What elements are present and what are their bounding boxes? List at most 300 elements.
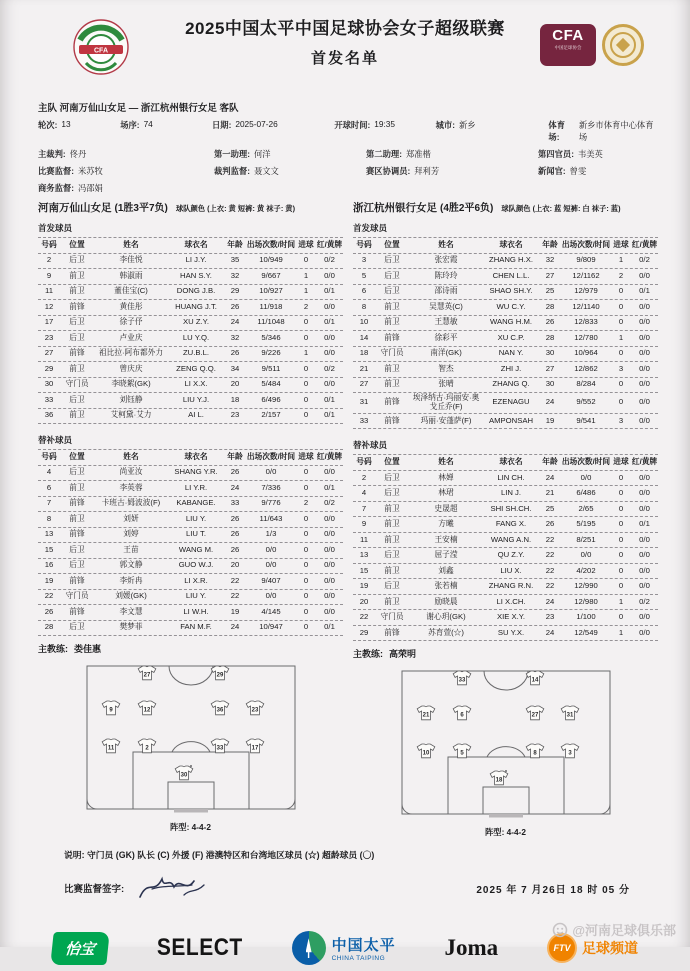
cell: LI X.CH. bbox=[496, 596, 526, 606]
cell: ZHANG H.X. bbox=[489, 255, 533, 265]
cell: 6 bbox=[361, 286, 367, 296]
cell: 黄佳彤 bbox=[119, 301, 143, 311]
cell: 25 bbox=[545, 286, 555, 296]
cell: 王慧敏 bbox=[434, 317, 458, 327]
cell: 前锋 bbox=[384, 397, 400, 407]
column-header: 姓名 bbox=[438, 239, 454, 249]
cell: ZU.B.L. bbox=[182, 348, 210, 358]
column-header: 姓名 bbox=[123, 451, 139, 461]
player-shirt-icon bbox=[138, 666, 156, 680]
player-shirt-icon bbox=[102, 739, 120, 753]
column-header: 红/黄牌 bbox=[316, 239, 343, 249]
cell: 前卫 bbox=[69, 286, 85, 296]
cell: 10/927 bbox=[259, 286, 283, 296]
cell: 前卫 bbox=[69, 513, 85, 523]
away-starters-label: 首发球员 bbox=[353, 223, 388, 233]
cell: 守门员 bbox=[65, 591, 89, 601]
cell: 刘婷 bbox=[123, 529, 139, 539]
cell: 0 bbox=[618, 565, 624, 575]
player-row bbox=[38, 559, 343, 575]
cell: 刘妍 bbox=[123, 513, 139, 523]
svg-text:6: 6 bbox=[459, 712, 464, 719]
info-pair: 第一助理: 何洋 bbox=[214, 149, 271, 159]
cell: 0 bbox=[303, 606, 309, 616]
cell: 0 bbox=[618, 581, 624, 591]
cell: 24 bbox=[545, 397, 555, 407]
player-shirt-icon bbox=[138, 701, 156, 715]
cell: QU Z.Y. bbox=[497, 550, 525, 560]
cell: 9/552 bbox=[576, 397, 596, 407]
cell: 0 bbox=[618, 503, 624, 513]
cell: 0/1 bbox=[324, 286, 335, 296]
info-pair: 日期: 2025-07-26 bbox=[211, 119, 278, 130]
column-header: 年龄 bbox=[227, 239, 243, 249]
cell: 24 bbox=[230, 482, 240, 492]
svg-text:27: 27 bbox=[143, 672, 150, 679]
cell: 27 bbox=[44, 348, 54, 358]
cell: 1 bbox=[618, 596, 624, 606]
cell: 0/0 bbox=[324, 379, 335, 389]
svg-text:2: 2 bbox=[144, 745, 149, 752]
player-shirt-icon bbox=[417, 706, 435, 720]
cell: 前锋 bbox=[69, 575, 85, 585]
cell: 前卫 bbox=[69, 410, 85, 420]
cell: 0/1 bbox=[324, 622, 335, 632]
cell: 22 bbox=[545, 581, 555, 591]
cell: 徐彩平 bbox=[434, 332, 458, 342]
player-shirt-icon bbox=[211, 739, 229, 753]
home-formation-label: 阵型: 4-4-2 bbox=[169, 822, 212, 832]
cell: 0/0 bbox=[324, 560, 335, 570]
cell: 11 bbox=[45, 286, 53, 296]
column-header: 年龄 bbox=[227, 451, 243, 461]
player-row bbox=[38, 543, 343, 559]
cell: 谢心玥(GK) bbox=[426, 612, 466, 622]
cell: 13 bbox=[359, 550, 369, 560]
player-row bbox=[353, 502, 658, 518]
cell: 励晓晨 bbox=[434, 596, 458, 606]
cell: 徐子伃 bbox=[119, 317, 143, 327]
cell: 后卫 bbox=[69, 394, 85, 404]
cell: 12/549 bbox=[574, 627, 598, 637]
cell: 17 bbox=[44, 317, 54, 327]
club-crest-icon bbox=[72, 18, 130, 76]
cell: SU Y.X. bbox=[497, 627, 525, 637]
info-pair: 第四官员: 韦美英 bbox=[538, 149, 603, 159]
player-row bbox=[353, 362, 658, 378]
cell: 5 bbox=[361, 270, 367, 280]
player-row bbox=[353, 254, 658, 270]
home-starters-label: 首发球员 bbox=[38, 223, 73, 233]
cell: 0/0 bbox=[639, 581, 650, 591]
cell: 董佳宝(C) bbox=[114, 286, 148, 296]
cell: 前卫 bbox=[384, 301, 400, 311]
cell: 史晟超 bbox=[434, 503, 458, 513]
cell: LIU T. bbox=[186, 529, 206, 539]
cell: ZHI J. bbox=[500, 363, 522, 373]
home-team-column bbox=[38, 199, 343, 838]
cell: LIU Y. bbox=[185, 513, 207, 523]
cell: 0/0 bbox=[639, 565, 650, 575]
cell: 0/1 bbox=[639, 519, 650, 529]
away-team-kit: 球队颜色 (上衣: 蓝 短裤: 白 袜子: 蓝) bbox=[501, 204, 621, 213]
cell: 22 bbox=[545, 534, 555, 544]
cell: 1/3 bbox=[265, 529, 277, 539]
cell: 22 bbox=[44, 591, 54, 601]
cell: 前卫 bbox=[384, 565, 400, 575]
cell: 祖比拉·阿布都外力 bbox=[98, 348, 164, 358]
column-header: 进球 bbox=[613, 239, 629, 249]
cell: 35 bbox=[230, 255, 240, 265]
cell: GUO W.J. bbox=[178, 560, 214, 570]
player-row bbox=[353, 533, 658, 549]
cell: 26 bbox=[230, 301, 240, 311]
info-pair: 第二助理: 郑准楷 bbox=[366, 149, 431, 159]
cell: 0 bbox=[303, 332, 309, 342]
cell: 11/1048 bbox=[257, 317, 285, 327]
player-row bbox=[38, 347, 343, 363]
cell: 0 bbox=[303, 255, 309, 265]
cell: 0/2 bbox=[324, 363, 335, 373]
player-row bbox=[38, 393, 343, 409]
header bbox=[0, 0, 690, 100]
cell: 0/0 bbox=[639, 348, 650, 358]
column-header: 位置 bbox=[384, 457, 400, 467]
cell: 0/0 bbox=[324, 513, 335, 523]
cell: 0/0 bbox=[639, 503, 650, 513]
cell: 0 bbox=[618, 286, 624, 296]
column-header: 红/黄牌 bbox=[631, 457, 658, 467]
cell: 前卫 bbox=[384, 317, 400, 327]
cell: 后卫 bbox=[69, 622, 85, 632]
away-team-record: (4胜2平6负) bbox=[440, 203, 494, 214]
cell: 26 bbox=[230, 513, 240, 523]
cell: 0/0 bbox=[324, 529, 335, 539]
cell: 22 bbox=[230, 591, 240, 601]
player-shirt-icon bbox=[526, 744, 544, 758]
cell: 32 bbox=[230, 270, 240, 280]
cell: 26 bbox=[230, 348, 240, 358]
cell: 19 bbox=[545, 415, 555, 425]
svg-text:17: 17 bbox=[251, 745, 258, 752]
cell: LIN J. bbox=[500, 488, 522, 498]
cell: 20 bbox=[359, 596, 369, 606]
cell: 0/2 bbox=[324, 498, 335, 508]
cell: 1 bbox=[303, 286, 309, 296]
player-shirt-icon bbox=[561, 744, 579, 758]
cell: 后卫 bbox=[69, 467, 85, 477]
svg-text:33: 33 bbox=[458, 677, 465, 684]
info-pair: 场序: 74 bbox=[120, 119, 153, 130]
cell: 0 bbox=[303, 591, 309, 601]
signature-row bbox=[64, 873, 630, 903]
cell: 6/486 bbox=[576, 488, 596, 498]
cell: 张若楠 bbox=[434, 581, 458, 591]
cell: 31 bbox=[359, 397, 369, 407]
cell: 9/407 bbox=[261, 575, 281, 585]
cell: 33 bbox=[44, 394, 54, 404]
cell: LI Y.R. bbox=[184, 482, 208, 492]
cell: 0/0 bbox=[639, 534, 650, 544]
cell: 0/0 bbox=[324, 544, 335, 554]
select-logo: SELECT bbox=[156, 934, 243, 961]
cell: 22 bbox=[545, 565, 555, 575]
cell: 7/336 bbox=[261, 482, 281, 492]
cell: 0 bbox=[303, 379, 309, 389]
cell: 0/0 bbox=[639, 270, 650, 280]
cell: 4/202 bbox=[576, 565, 596, 575]
cell: 0/0 bbox=[639, 415, 650, 425]
cell: 0/0 bbox=[265, 544, 277, 554]
cell: 0/0 bbox=[639, 488, 650, 498]
cell: 1 bbox=[618, 255, 624, 265]
player-row bbox=[353, 393, 658, 414]
cell: 0/0 bbox=[324, 591, 335, 601]
info-pair: 裁判监督: 聂文文 bbox=[214, 166, 279, 176]
player-row bbox=[38, 409, 343, 425]
cell: 12/780 bbox=[574, 332, 598, 342]
cell: 9/541 bbox=[576, 415, 596, 425]
cell: 19 bbox=[359, 581, 369, 591]
player-row bbox=[353, 548, 658, 564]
cell: 0/0 bbox=[639, 472, 650, 482]
cell: 26 bbox=[230, 467, 240, 477]
cell: 前卫 bbox=[69, 482, 85, 492]
cell: 前卫 bbox=[69, 270, 85, 280]
cell: 0 bbox=[618, 519, 624, 529]
cell: ZHANG R.N. bbox=[488, 581, 534, 591]
page-title: 2025中国太平中国足球协会女子超级联赛 bbox=[185, 19, 505, 38]
column-header: 位置 bbox=[384, 239, 400, 249]
column-header: 红/黄牌 bbox=[631, 239, 658, 249]
cell: 10/947 bbox=[259, 622, 283, 632]
cell: 4 bbox=[46, 467, 52, 477]
cell: 后卫 bbox=[69, 255, 85, 265]
svg-text:30: 30 bbox=[180, 772, 187, 779]
cell: 2 bbox=[618, 270, 624, 280]
home-team-name: 河南万仙山女足 bbox=[38, 202, 112, 214]
cell: 28 bbox=[545, 301, 555, 311]
yibao-logo: 怡宝 bbox=[50, 932, 109, 965]
cell: 后卫 bbox=[384, 488, 400, 498]
match-info bbox=[38, 100, 658, 194]
cfa-logo-icon: CFA 中国足球协会 bbox=[540, 24, 596, 66]
cell: 33 bbox=[230, 498, 240, 508]
cell: 2 bbox=[46, 255, 52, 265]
cell: 0/0 bbox=[639, 612, 650, 622]
column-header: 号码 bbox=[356, 239, 372, 249]
player-row bbox=[38, 605, 343, 621]
player-shirt-icon bbox=[526, 671, 544, 685]
cell: 24 bbox=[545, 596, 555, 606]
player-row bbox=[38, 497, 343, 513]
cell: 0 bbox=[303, 317, 309, 327]
cell: 2 bbox=[303, 498, 309, 508]
cell: 0/1 bbox=[324, 482, 335, 492]
cell: 张晴 bbox=[438, 379, 454, 389]
cell: 守门员 bbox=[380, 612, 404, 622]
cell: 1 bbox=[303, 270, 309, 280]
cell: 26 bbox=[545, 317, 555, 327]
info-pair: 开球时间: 19:35 bbox=[334, 119, 396, 130]
officials-row-2 bbox=[38, 165, 658, 177]
svg-text:14: 14 bbox=[531, 677, 538, 684]
cell: 2 bbox=[361, 472, 367, 482]
cell: WANG H.M. bbox=[490, 317, 532, 327]
cell: 陈玲玲 bbox=[434, 270, 458, 280]
cell: 34 bbox=[230, 363, 240, 373]
cell: 19 bbox=[230, 606, 240, 616]
cell: WANG M. bbox=[178, 544, 214, 554]
signature-label: 比赛监督签字: bbox=[64, 884, 125, 896]
cell: 26 bbox=[545, 519, 555, 529]
cell: 王安楠 bbox=[434, 534, 458, 544]
svg-text:10: 10 bbox=[422, 750, 429, 757]
cell: 6 bbox=[46, 482, 52, 492]
home-team-record: (1胜3平7负) bbox=[114, 203, 168, 214]
cell: 12/990 bbox=[574, 581, 598, 591]
cell: 5/346 bbox=[261, 332, 281, 342]
cell: 刘鑫 bbox=[438, 565, 454, 575]
cell: LIU X. bbox=[500, 565, 522, 575]
player-row bbox=[38, 378, 343, 394]
weibo-emoji-icon bbox=[552, 922, 568, 938]
cell: 李佳悦 bbox=[119, 255, 143, 265]
player-row bbox=[38, 300, 343, 316]
cell: 苏育萱(☆) bbox=[428, 627, 464, 637]
cell: 7 bbox=[46, 498, 52, 508]
cell: 8/284 bbox=[576, 379, 596, 389]
svg-text:8: 8 bbox=[532, 750, 537, 757]
cell: 0/0 bbox=[324, 348, 335, 358]
cell: 10/964 bbox=[574, 348, 598, 358]
cell: 30 bbox=[44, 379, 54, 389]
cell: 守门员 bbox=[380, 348, 404, 358]
player-row bbox=[353, 414, 658, 430]
column-header: 位置 bbox=[69, 451, 85, 461]
cell: 0 bbox=[618, 472, 624, 482]
cell: 后卫 bbox=[69, 560, 85, 570]
cell: LIU Y. bbox=[185, 591, 207, 601]
home-coach: 主教练: 娄佳惠 bbox=[38, 644, 102, 654]
cell: XU Z.Y. bbox=[183, 317, 209, 327]
cell: LI W.H. bbox=[183, 606, 209, 616]
cell: 前锋 bbox=[384, 332, 400, 342]
cell: 0/1 bbox=[639, 286, 650, 296]
cell: 0/0 bbox=[639, 301, 650, 311]
svg-text:29: 29 bbox=[216, 672, 223, 679]
cell: 方曦 bbox=[438, 519, 454, 529]
away-subs-table bbox=[353, 471, 658, 642]
cell: 后卫 bbox=[69, 544, 85, 554]
column-header: 球衣名 bbox=[499, 239, 523, 249]
cell: 0/0 bbox=[265, 591, 277, 601]
cell: 24 bbox=[545, 627, 555, 637]
player-row bbox=[353, 378, 658, 394]
player-row bbox=[38, 590, 343, 606]
svg-text:3: 3 bbox=[567, 750, 572, 757]
cell: 前卫 bbox=[384, 379, 400, 389]
player-shirt-icon bbox=[561, 706, 579, 720]
cell: 21 bbox=[359, 363, 369, 373]
cell: KABANGE. bbox=[176, 498, 216, 508]
cell: 0/0 bbox=[324, 332, 335, 342]
cell: 后卫 bbox=[384, 255, 400, 265]
cell: XU C.P. bbox=[497, 332, 525, 342]
cell: 艾柯黛·艾力 bbox=[110, 410, 152, 420]
away-subs-label: 替补球员 bbox=[353, 440, 388, 451]
cell: 0 bbox=[618, 379, 624, 389]
cell: 曾庆庆 bbox=[119, 363, 143, 373]
cell: LIU Y.J. bbox=[182, 394, 210, 404]
taiping-pine-icon bbox=[292, 931, 326, 965]
match-teams-line: 主队 河南万仙山女足 — 浙江杭州银行女足 客队 bbox=[38, 103, 239, 114]
player-shirt-icon bbox=[246, 739, 264, 753]
cell: 0 bbox=[303, 560, 309, 570]
league-badge-icon bbox=[602, 24, 644, 66]
cell: 30 bbox=[545, 348, 555, 358]
player-row bbox=[38, 574, 343, 590]
cell: 28 bbox=[545, 332, 555, 342]
cell: 后卫 bbox=[384, 550, 400, 560]
cell: 守门员 bbox=[65, 379, 89, 389]
player-row bbox=[353, 347, 658, 363]
cell: 0 bbox=[303, 394, 309, 404]
cell: LI X.X. bbox=[184, 379, 208, 389]
player-shirt-icon bbox=[417, 744, 435, 758]
officials-row-1 bbox=[38, 148, 658, 160]
home-pitch bbox=[38, 663, 343, 818]
svg-text:18: 18 bbox=[495, 777, 502, 784]
cell: 26 bbox=[230, 544, 240, 554]
column-header: 号码 bbox=[356, 457, 372, 467]
cell: 3 bbox=[618, 363, 624, 373]
cell: 后卫 bbox=[384, 581, 400, 591]
away-pitch bbox=[353, 668, 658, 823]
cell: 刘钰静 bbox=[119, 394, 143, 404]
cell: 12/833 bbox=[574, 317, 598, 327]
cell: 后卫 bbox=[384, 286, 400, 296]
info-pair: 赛区协调员: 拜利芳 bbox=[366, 166, 440, 176]
info-pair: 城市: 新乡 bbox=[435, 120, 476, 130]
cell: 29 bbox=[359, 627, 369, 637]
cell: 14 bbox=[359, 332, 369, 342]
cell: 前卫 bbox=[384, 363, 400, 373]
cell: 前锋 bbox=[69, 529, 85, 539]
cell: 8 bbox=[46, 513, 52, 523]
cell: 12/980 bbox=[574, 596, 598, 606]
cell: 23 bbox=[230, 410, 240, 420]
cell: 0 bbox=[303, 544, 309, 554]
cell: 前卫 bbox=[384, 503, 400, 513]
cell: 张宏霞 bbox=[434, 255, 458, 265]
cell: CHEN L.L. bbox=[492, 270, 530, 280]
cell: 尚亚汝 bbox=[119, 467, 143, 477]
away-starters-table bbox=[353, 254, 658, 430]
cell: LI J.Y. bbox=[185, 255, 207, 265]
column-header: 球衣名 bbox=[184, 451, 208, 461]
cell: 0/2 bbox=[639, 596, 650, 606]
cell: 23 bbox=[44, 332, 54, 342]
cell: 9 bbox=[46, 270, 52, 280]
cell: FANG X. bbox=[495, 519, 527, 529]
column-header: 出场次数/时间 bbox=[561, 239, 611, 249]
team-columns bbox=[38, 199, 658, 838]
cell: 前卫 bbox=[384, 534, 400, 544]
cell: 36 bbox=[44, 410, 54, 420]
cell: 1 bbox=[303, 348, 309, 358]
player-row bbox=[353, 331, 658, 347]
